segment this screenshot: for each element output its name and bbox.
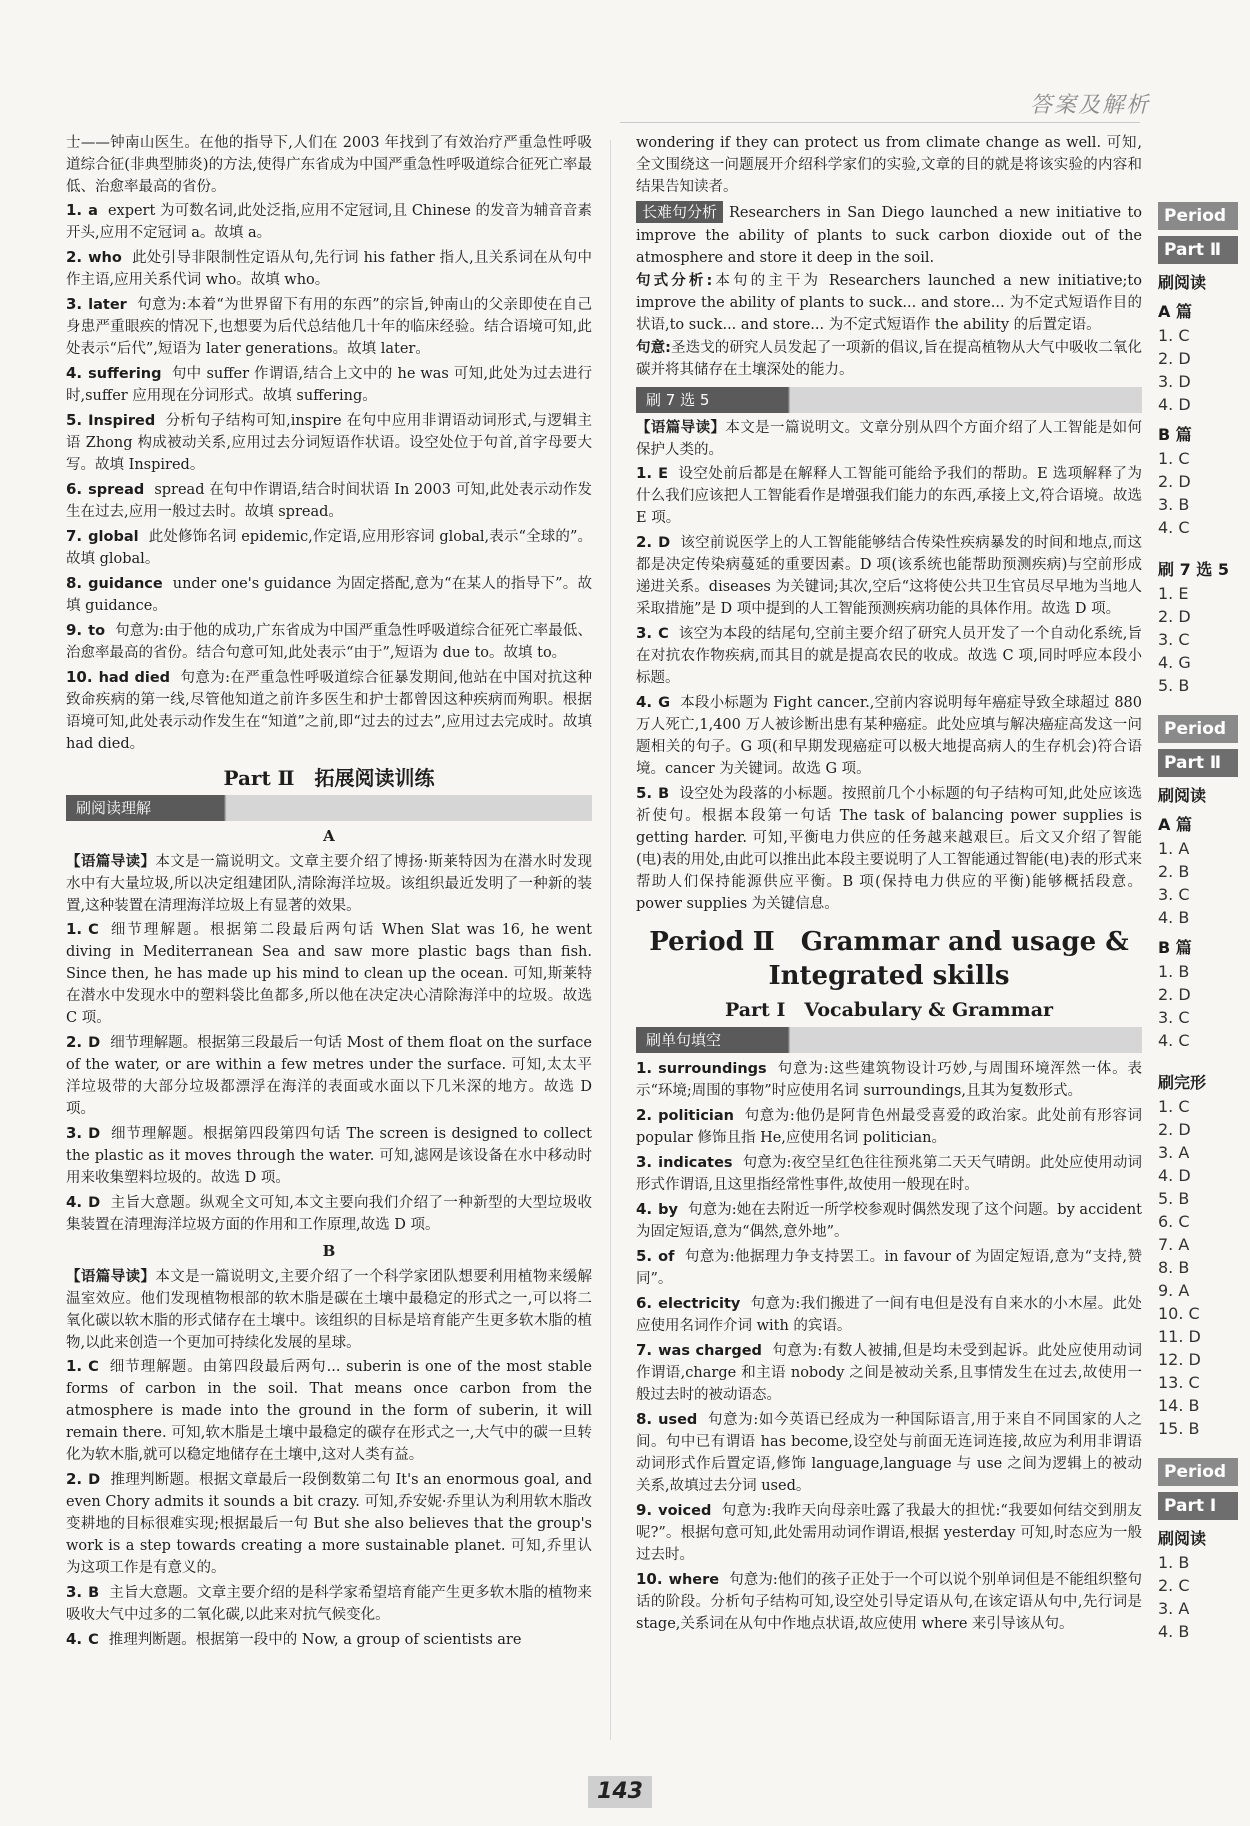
answer-item (636, 1292, 1142, 1337)
side-answer: 2. D (1158, 1120, 1191, 1139)
side-answer: 4. G (1158, 653, 1191, 672)
answer-item (66, 199, 592, 244)
answer-explanation: 句意为:我们搬进了一间有电但是没有自来水的小木屋。此处应使用名词作介词 with 的宾语。 (636, 1296, 1142, 1334)
answer-explanation: 句意为:他据理力争支持罢工。in favour of 为固定短语,意为“支持,赞同”。 (636, 1249, 1142, 1287)
answer-number: 4. (636, 1200, 653, 1218)
side-period-tab: Period (1158, 715, 1238, 743)
side-answer: 1. C (1158, 1097, 1190, 1116)
answer-word: had died (98, 670, 171, 686)
side-block (1158, 1070, 1238, 1440)
side-group-name: A 篇 (1158, 815, 1192, 834)
answer-explanation: 此处修饰名词 epidemic,作定语,应用形容词 global,表示“全球的”。故填 global。 (66, 529, 592, 567)
answer-word: indicates (658, 1155, 733, 1171)
side-answer: 1. E (1158, 584, 1189, 603)
answer-explanation: 该空为本段的结尾句,空前主要介绍了研究人员开发了一个自动化系统,旨在对抗农作物疾病,而其目的就是提高农民的收成。故选 C 项,同时呼应本段小标题。 (636, 626, 1142, 686)
answer-explanation: 该空前说医学上的人工智能能够结合传染性疾病暴发的时间和地点,而这都是决定传染病蔓延的重要因素。D 项(该系统也能帮助预测疾病)与空前形成递进关系。diseases 为关键词;其次,空后“这将使公共卫生官员尽早地为当地人采取措施”是 D 项中提到的人工智能预测疾病功能的具体作用。故选 D 项。 (636, 535, 1142, 617)
answer-explanation: 主旨大意题。纵观全文可知,本文主要向我们介绍了一种新型的大型垃圾收集装置在清理海洋垃圾方面的作用和工作原理,故选 D 项。 (66, 1195, 592, 1233)
answer-explanation: 推理判断题。根据第一段中的 Now, a group of scientists are (108, 1632, 522, 1648)
answer-word: B (658, 786, 670, 802)
answer-item (66, 409, 592, 476)
left-column (66, 132, 592, 1653)
side-answer: 4. D (1158, 395, 1191, 414)
side-answer: 14. B (1158, 1396, 1200, 1415)
answer-item (66, 362, 592, 407)
side-answer: 5. B (1158, 676, 1190, 695)
answer-word: was charged (658, 1343, 762, 1359)
answer-item (636, 1339, 1142, 1406)
side-label: 刷完形 (1158, 1073, 1207, 1092)
answer-number: 6. (66, 480, 83, 498)
answer-number: 1. (66, 1357, 83, 1375)
side-answer: 9. A (1158, 1281, 1190, 1300)
answer-word: B (88, 1585, 100, 1601)
side-answer: 1. B (1158, 962, 1190, 981)
side-answer: 12. D (1158, 1350, 1201, 1369)
answer-item (66, 1122, 592, 1189)
answer-explanation: 设空处前后都是在解释人工智能可能给予我们的帮助。E 选项解释了为什么我们应该把人工智能看作是增强我们能力的东西,承接上文,符合语境。故选 E 项。 (636, 466, 1142, 526)
answer-number: 9. (636, 1501, 653, 1519)
side-group-name: B 篇 (1158, 938, 1192, 957)
passage-a-guide-tag: 【语篇导读】 (66, 854, 156, 870)
answer-item (636, 1245, 1142, 1290)
side-answer: 3. C (1158, 885, 1190, 904)
answer-number: 2. (636, 533, 653, 551)
answer-number: 3. (66, 1583, 83, 1601)
side-answer: 3. A (1158, 1143, 1190, 1162)
reading-section-bar (66, 795, 592, 821)
page-header-title: 答案及解析 (1030, 93, 1151, 118)
answer-word: D (88, 1472, 101, 1488)
answer-item (66, 478, 592, 523)
side-answer: 2. D (1158, 985, 1191, 1004)
answer-number: 3. (636, 624, 653, 642)
side-block (1158, 715, 1238, 1052)
side-label: 刷 7 选 5 (1158, 560, 1229, 579)
side-answer: 2. C (1158, 1576, 1190, 1595)
reading-section-label: 刷阅读理解 (76, 799, 159, 817)
side-part-tab: Part Ⅰ (1158, 1492, 1238, 1520)
side-group-name: B 篇 (1158, 425, 1192, 444)
answer-word: surroundings (658, 1061, 767, 1077)
answer-word: Inspired (88, 413, 156, 429)
answer-item (636, 1499, 1142, 1566)
passage-a-guide-text: 本文是一篇说明文。文章主要介绍了博扬·斯莱特因为在潜水时发现水中有大量垃圾,所以决定组建团队,清除海洋垃圾。该组织最近发明了一种新的装置,这种装置在清理海洋垃圾上有显著的效果。 (66, 854, 593, 914)
answer-explanation: 本段小标题为 Fight cancer.,空前内容说明每年癌症导致全球超过 880 万人死亡,1,400 万人被诊断出患有某种癌症。此处应填与解决癌症高发这一问题相关的句子。G 项(和早期发现癌症可以极大地提高病人的生存机会)符合语境。cancer 为关键词。故选 G 项。 (636, 695, 1142, 777)
side-answer: 3. B (1158, 495, 1190, 514)
left-answer-list (66, 199, 592, 755)
passage-b-guide (66, 1266, 592, 1354)
answer-number: 3. (66, 295, 83, 313)
answer-number: 3. (66, 1124, 83, 1142)
passage-a-title: A (323, 827, 335, 845)
long-sentence-block (636, 199, 1142, 269)
passage-a-answers (66, 918, 592, 1236)
answer-explanation: under one's guidance 为固定搭配,意为“在某人的指导下”。故填 guidance。 (66, 576, 592, 614)
answer-number: 5. (636, 1247, 653, 1265)
side-answer: 7. A (1158, 1235, 1190, 1254)
side-answer: 4. B (1158, 908, 1190, 927)
answer-word: C (88, 1632, 99, 1648)
answer-explanation: 句意为:有数人被捕,但是均未受到起诉。此处应使用动词作谓语,charge 和主语 nobody 之间是被动关系,且事情发生在过去,故使用一般过去时的被动语态。 (636, 1343, 1142, 1403)
answer-item (66, 666, 592, 755)
mid-intro: wondering if they can protect us from climate change as well. 可知,全文围绕这一问题展开介绍科学家们的实验,文章的目的就是将该实验的内容和结果告知读者。 (636, 135, 1142, 195)
side-answer: 3. C (1158, 630, 1190, 649)
side-part-tab: Part Ⅱ (1158, 236, 1238, 264)
answer-item (636, 1408, 1142, 1497)
answer-item (636, 1057, 1142, 1102)
answer-item (66, 572, 592, 617)
answer-explanation: 句意为:由于他的成功,广东省成为中国严重急性呼吸道综合征死亡率最低、治愈率最高的省份。结合句意可知,此处表示“由于”,短语为 due to。故填 to。 (66, 623, 592, 661)
answer-item (636, 1568, 1142, 1635)
answer-number: 2. (636, 1106, 653, 1124)
side-block (1158, 557, 1238, 697)
side-answer: 4. B (1158, 1622, 1190, 1641)
side-period-tab: Period (1158, 1458, 1238, 1486)
answer-number: 4. (66, 1193, 83, 1211)
side-part-tab: Part Ⅱ (1158, 749, 1238, 777)
answer-item (66, 1468, 592, 1579)
side-period-tab: Period (1158, 202, 1238, 230)
meaning-label: 句意: (636, 340, 671, 356)
answer-number: 8. (66, 574, 83, 592)
column-divider (610, 140, 611, 1740)
long-sentence-tag: 长难句分析 (636, 201, 723, 223)
meaning-text: 圣迭戈的研究人员发起了一项新的倡议,旨在提高植物从大气中吸收二氧化碳并将其储存在土壤深处的能力。 (636, 340, 1142, 378)
answer-word: electricity (658, 1296, 741, 1312)
answer-number: 9. (66, 621, 83, 639)
answer-item (66, 619, 592, 664)
answer-word: where (668, 1572, 720, 1588)
answer-number: 1. (636, 1059, 653, 1077)
side-answer: 2. D (1158, 472, 1191, 491)
passage-a-guide (66, 851, 592, 917)
answer-number: 1. (66, 920, 83, 938)
passage-b-title: B (322, 1242, 336, 1260)
answer-number: 10. (66, 668, 93, 686)
answer-explanation: 分析句子结构可知,inspire 在句中应用非谓语动词形式,与逻辑主语 Zhong 构成被动关系,应用过去分词短语作状语。设空处位于句首,首字母要大写。故填 Inspired。 (66, 413, 592, 473)
answer-item (636, 691, 1142, 780)
answer-word: C (658, 626, 669, 642)
answer-number: 7. (66, 527, 83, 545)
passage-b-guide-text: 本文是一篇说明文,主要介绍了一个科学家团队想要利用植物来缓解温室效应。他们发现植物根部的软木脂是碳在土壤中最稳定的形式之一,可以将二氧化碳以软木脂的形式储存在土壤中。该组织的目标是培育能产生更多软木脂的植物,以此来创造一个更加可持续化发展的星球。 (66, 1269, 593, 1351)
answer-explanation: 句意为:本着“为世界留下有用的东西”的宗旨,钟南山的父亲即使在自己身患严重眼疾的情况下,也想要为后代总结他几十年的临床经验。结合语境可知,此处表示“后代”,短语为 later generations。故填 later。 (66, 297, 592, 357)
seven-guide-tag: 【语篇导读】 (636, 420, 726, 436)
answer-word: D (88, 1195, 101, 1211)
answer-explanation: 句意为:她在去附近一所学校参观时偶然发现了这个问题。by accident 为固定短语,意为“偶然,意外地”。 (636, 1202, 1142, 1240)
side-label: 刷阅读 (1158, 1529, 1207, 1548)
side-answer: 2. D (1158, 607, 1191, 626)
answer-item (66, 1031, 592, 1120)
structure-text: 本句的主干为 Researchers launched a new initiative;to improve the ability of plants to suck... and store... 为不定式短语作目的状语,to suck... and store... 为不定式短语作 the ability 的后置定语。 (636, 273, 1142, 333)
answer-item (66, 525, 592, 570)
answer-explanation: 句意为:这些建筑物设计巧妙,与周围环境浑然一体。表示“环境;周围的事物”时应使用名词 surroundings,且其为复数形式。 (636, 1061, 1142, 1099)
answer-word: suffering (88, 366, 162, 382)
side-answer-column (1158, 196, 1238, 1661)
answer-explanation: expert 为可数名词,此处泛指,应用不定冠词,且 Chinese 的发音为辅音音素开头,应用不定冠词 a。故填 a。 (66, 203, 592, 241)
answer-number: 6. (636, 1294, 653, 1312)
long-sentence-text: Researchers in San Diego launched a new initiative to improve the ability of plants to suck carbon dioxide out of the atmosphere and store it deep in the soil. (636, 205, 1142, 266)
answer-item (636, 1151, 1142, 1196)
page-number: 143 (588, 1776, 652, 1808)
answer-number: 1. (636, 464, 653, 482)
structure-label: 句式分析: (636, 273, 713, 289)
answer-item (636, 1198, 1142, 1243)
answer-number: 5. (66, 411, 83, 429)
answer-number: 2. (66, 248, 83, 266)
side-answer: 1. C (1158, 449, 1190, 468)
answer-explanation: 细节理解题。根据第四段第四句话 The screen is designed to collect the plastic as it moves through the water. 可知,滤网是该设备在水中移动时用来收集塑料垃圾的。故选 D 项。 (66, 1126, 592, 1186)
answer-word: spread (88, 482, 145, 498)
side-block (1158, 202, 1238, 539)
side-answer: 8. B (1158, 1258, 1190, 1277)
side-answer: 2. D (1158, 349, 1191, 368)
answer-word: D (88, 1126, 101, 1142)
answer-word: used (658, 1412, 698, 1428)
side-answer: 3. A (1158, 1599, 1190, 1618)
side-answer: 1. A (1158, 839, 1190, 858)
answer-explanation: 句意为:我昨天向母亲吐露了我最大的担忧:“我要如何结交到朋友呢?”。根据句意可知,此处需用动词作谓语,根据 yesterday 可知,时态应为一般过去时。 (636, 1503, 1142, 1563)
answer-word: who (88, 250, 122, 266)
answer-item (636, 462, 1142, 529)
seven-five-bar (636, 387, 1142, 413)
answer-explanation: 句中 suffer 作谓语,结合上文中的 he was 可知,此处为过去进行时,suffer 应用现在分词形式。故填 suffering。 (66, 366, 592, 404)
side-answer: 2. B (1158, 862, 1190, 881)
answer-explanation: 句意为:在严重急性呼吸道综合征暴发期间,他站在中国对抗这种致命疾病的第一线,尽管他知道之前许多医生和护士都曾因这种疾病而殉职。根据语境可知,此处表示动作发生在“知道”之前,即“过去的过去”,应用过去完成时。故填 had died。 (66, 670, 592, 752)
answer-explanation: 细节理解题。根据第二段最后两句话 When Slat was 16, he went diving in Mediterranean Sea and saw more plastic bags than fish. Since then, he has made up his mind to clean up the ocean. 可知,斯莱特在潜水中发现水中的塑料袋比鱼都多,所以他在决定决心清除海洋中的垃圾。故选 C 项。 (66, 922, 592, 1026)
fill-answers (636, 1057, 1142, 1635)
answer-number: 4. (66, 1630, 83, 1648)
side-answer: 11. D (1158, 1327, 1201, 1346)
answer-item (66, 1355, 592, 1466)
seven-guide (636, 417, 1142, 461)
answer-item (66, 1191, 592, 1236)
side-answer: 5. B (1158, 1189, 1190, 1208)
meaning-block (636, 337, 1142, 381)
answer-number: 8. (636, 1410, 653, 1428)
answer-word: politician (658, 1108, 734, 1124)
answer-number: 1. (66, 201, 83, 219)
header-divider (620, 122, 1140, 123)
answer-word: D (88, 1035, 101, 1051)
passage-b-guide-tag: 【语篇导读】 (66, 1269, 156, 1285)
answer-item (66, 1628, 592, 1651)
answer-explanation: 细节理解题。根据第三段最后一句话 Most of them float on the surface of the water, or are within a few metres under the surface. 可知,太太平洋垃圾带的大部分垃圾都漂浮在海洋的表面或水面以下几米深的地方。故选 D 项。 (66, 1035, 592, 1117)
answer-item (66, 1581, 592, 1626)
answer-explanation: 句意为:他仍是阿肯色州最受喜爱的政治家。此处前有形容词 popular 修饰且指 He,应使用名词 politician。 (636, 1108, 1142, 1146)
subpart-title: Part Ⅰ Vocabulary & Grammar (724, 999, 1054, 1021)
answer-explanation: 细节理解题。由第四段最后两句... suberin is one of the most stable forms of carbon in the soil. That means once carbon from the atmosphere is made into the ground in the form of suberin, it will remain there. 可知,软木脂是土壤中最稳定的碳存在形式之一,大气中的碳一旦转化为软木脂,就可以稳定地储存在土壤中,这对人类有益。 (66, 1359, 592, 1463)
answer-number: 4. (66, 364, 83, 382)
period-title: Period Ⅱ Grammar and usage & Integrated skills (649, 927, 1129, 991)
answer-word: E (658, 466, 669, 482)
side-answer: 13. C (1158, 1373, 1200, 1392)
answer-explanation: 句意为:夜空呈红色往往预兆第二天天气晴朗。此处应使用动词形式作谓语,且这里指经常性事件,故使用一般现在时。 (636, 1155, 1142, 1193)
side-block (1158, 1458, 1238, 1643)
answer-word: to (88, 623, 106, 639)
answer-explanation: 此处引导非限制性定语从句,先行词 his father 指人,且关系词在从句中作主语,应用关系代词 who。故填 who。 (66, 250, 592, 288)
answer-explanation: spread 在句中作谓语,结合时间状语 In 2003 可知,此处表示动作发生在过去,应用一般过去时。故填 spread。 (66, 482, 592, 520)
answer-item (66, 293, 592, 360)
answer-item (636, 1104, 1142, 1149)
answer-number: 5. (636, 784, 653, 802)
side-answer: 4. D (1158, 1166, 1191, 1185)
answer-word: a (88, 203, 98, 219)
answer-number: 4. (636, 693, 653, 711)
side-answer: 3. D (1158, 372, 1191, 391)
structure-block (636, 270, 1142, 336)
answer-item (66, 918, 592, 1029)
seven-guide-text: 本文是一篇说明文。文章分别从四个方面介绍了人工智能是如何保护人类的。 (636, 420, 1143, 458)
side-answer: 4. C (1158, 1031, 1190, 1050)
answer-explanation: 句意为:他们的孩子正处于一个可以说个别单词但是不能组织整句话的阶段。分析句子结构可知,设空处引导定语从句,在该定语从句中,先行词是 stage,关系词在从句中作地点状语,故应使用 where 来引导该从句。 (636, 1572, 1142, 1632)
answer-explanation: 句意为:如今英语已经成为一种国际语言,用于来自不同国家的人之间。句中已有谓语 has become,设空处与前面无连词连接,故应为利用非谓语动词形式作后置定语,修饰 language,language 与 use 之间为逻辑上的被动关系,故填过去分词 used。 (636, 1412, 1142, 1494)
side-answer: 4. C (1158, 518, 1190, 537)
fill-label: 刷单句填空 (646, 1031, 729, 1049)
answer-word: of (658, 1249, 675, 1265)
answer-word: C (88, 1359, 99, 1375)
answer-item (66, 246, 592, 291)
answer-number: 10. (636, 1570, 663, 1588)
left-intro: 士——钟南山医生。在他的指导下,人们在 2003 年找到了有效治疗严重急性呼吸道综合征(非典型肺炎)的方法,使得广东省成为中国严重急性呼吸道综合征死亡率最低、治愈率最高的省份。 (66, 135, 592, 195)
answer-item (636, 622, 1142, 689)
side-answer: 1. B (1158, 1553, 1190, 1572)
answer-number: 3. (636, 1153, 653, 1171)
answer-word: by (658, 1202, 678, 1218)
part2-title: Part Ⅱ 拓展阅读训练 (223, 766, 435, 790)
answer-explanation: 主旨大意题。文章主要介绍的是科学家希望培育能产生更多软木脂的植物来吸收大气中过多的二氧化碳,以此来对抗气候变化。 (66, 1585, 592, 1623)
answer-item (636, 782, 1142, 915)
side-label: 刷阅读 (1158, 273, 1207, 292)
answer-word: guidance (88, 576, 163, 592)
side-answer: 15. B (1158, 1419, 1200, 1438)
side-label: 刷阅读 (1158, 786, 1207, 805)
answer-explanation: 设空处为段落的小标题。按照前几个小标题的句子结构可知,此处应该选祈使句。根据本段第一句话 The task of balancing power supplies is getting harder. 可知,平衡电力供应的任务越来越艰巨。后文又介绍了智能(电)表的用处,由此可以推出此本段主要说明了人工智能通过智能(电)表的形式来帮助人们保持能源供应平衡。B 项(保持电力供应的平衡)能够概括段意。power supplies 为关键信息。 (636, 786, 1142, 912)
answer-word: G (658, 695, 671, 711)
fill-bar (636, 1027, 1142, 1053)
answer-word: global (88, 529, 139, 545)
answer-explanation: 推理判断题。根据文章最后一段倒数第二句 It's an enormous goal, and even Chory admits it sounds a bit crazy. 可知,乔安妮·乔里认为利用软木脂改变耕地的目标很难实现;根据最后一句 But she also believes that the group's work is a step towards creating a more sustainable planet. 可知,乔里认为这项工作是有意义的。 (66, 1472, 592, 1576)
side-answer: 10. C (1158, 1304, 1200, 1323)
answer-word: D (658, 535, 671, 551)
answer-item (636, 531, 1142, 620)
answer-number: 2. (66, 1033, 83, 1051)
seven-five-answers (636, 462, 1142, 915)
middle-column (636, 132, 1142, 1637)
answer-word: C (88, 922, 99, 938)
side-answer: 1. C (1158, 326, 1190, 345)
answer-word: voiced (658, 1503, 712, 1519)
answer-word: later (88, 297, 127, 313)
seven-five-label: 刷 7 选 5 (646, 391, 717, 409)
answer-number: 7. (636, 1341, 653, 1359)
passage-b-answers (66, 1355, 592, 1651)
side-answer: 3. C (1158, 1008, 1190, 1027)
side-group-name: A 篇 (1158, 302, 1192, 321)
answer-number: 2. (66, 1470, 83, 1488)
side-answer: 6. C (1158, 1212, 1190, 1231)
